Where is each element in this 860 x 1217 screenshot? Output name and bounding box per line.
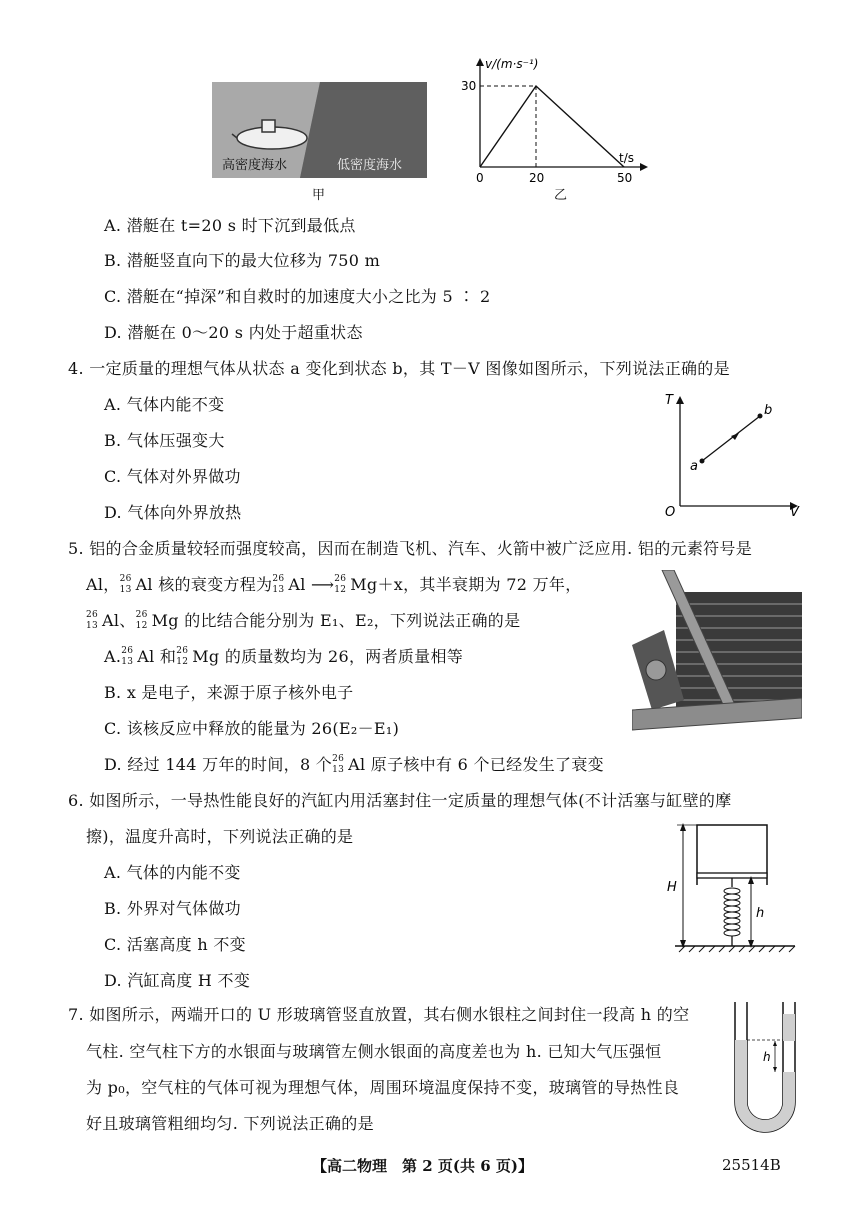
q5-line-3 (86, 611, 520, 631)
q7-line-3: 为 p₀，空气柱的气体可视为理想气体，周围环境温度保持不变，玻璃管的导热性良 (86, 1078, 680, 1097)
h-label: h (756, 906, 765, 921)
al-isotope-4 (121, 647, 137, 667)
cylinder-figure (665, 815, 800, 955)
H-label: H (667, 880, 677, 895)
q7-line-1: 7. 如图所示，两端开口的 U 形玻璃管竖直放置，其右侧水银柱之间封住一段高 h 的空 (68, 1005, 690, 1024)
mg-z: 12 (334, 585, 347, 595)
x-axis-arrow (640, 163, 648, 171)
x-tick-50: 50 (617, 171, 633, 185)
al-mass: 26 (332, 754, 345, 764)
option-text: Al 原子核中有 6 个已经发生了衰变 (348, 755, 604, 774)
q5-decay-arrow: Al ⟶ (288, 575, 335, 594)
spring (724, 888, 740, 936)
q6-line-2: 擦)，温度升高时，下列说法正确的是 (86, 827, 354, 846)
q6-option-d: D. 汽缸高度 H 不变 (104, 971, 251, 990)
option-text: Al 和 (137, 647, 177, 666)
mg-isotope-2 (136, 611, 152, 631)
vt-graph (455, 50, 655, 200)
h-arrow-bottom (748, 940, 754, 948)
al-mass: 26 (119, 574, 132, 584)
mg-z: 12 (176, 657, 189, 667)
point-b (758, 414, 763, 419)
q5-option-b: B. x 是电子，来源于原子核外电子 (104, 683, 354, 702)
origin-label: 0 (476, 171, 484, 185)
aluminum-profile-photo (632, 570, 802, 735)
point-b-label: b (764, 403, 773, 418)
al-z: 13 (119, 585, 132, 595)
q6-line-1: 6. 如图所示，一导热性能良好的汽缸内用活塞封住一定质量的理想气体(不计活塞与缸壁的摩 (68, 791, 732, 810)
mg-mass: 26 (176, 646, 189, 656)
low-density-label: 低密度海水 (337, 158, 403, 173)
figure-jia (212, 82, 427, 178)
q3-option-c: C. 潜艇在“掉深”和自救时的加速度大小之比为 5 ∶ 2 (104, 287, 491, 306)
ground-hatch (679, 946, 795, 952)
q5-line-2 (86, 575, 582, 595)
al-z: 13 (121, 657, 134, 667)
al-mass: 26 (121, 646, 134, 656)
tv-graph (655, 390, 805, 520)
h-arrow-down (773, 1067, 777, 1072)
q5-option-d (104, 755, 604, 775)
q5-option-a (104, 647, 463, 667)
point-a (700, 459, 705, 464)
exam-code: 25514B (722, 1156, 781, 1174)
h-arrow-up (773, 1041, 777, 1046)
high-density-label: 高密度海水 (222, 158, 288, 173)
q4-option-c: C. 气体对外界做功 (104, 467, 241, 486)
mg-z: 12 (135, 621, 148, 631)
y-axis-label: v/(m·s⁻¹) (485, 57, 539, 71)
page-footer: 【高二物理 第 2 页(共 6 页)】 (312, 1157, 533, 1175)
q7-line-4: 好且玻璃管粗细均匀. 下列说法正确的是 (86, 1114, 374, 1133)
mg-isotope-3 (176, 647, 192, 667)
al-mass: 26 (86, 610, 99, 620)
q7-line-2: 气柱. 空气柱下方的水银面与玻璃管左侧水银面的高度差也为 h. 已知大气压强恒 (86, 1042, 662, 1061)
u-tube-figure (725, 1000, 805, 1150)
q5-decay-intro: Al 核的衰变方程为 (135, 575, 273, 594)
t-axis-arrow (676, 396, 684, 404)
x-tick-20: 20 (529, 171, 545, 185)
point-a-label: a (690, 459, 698, 474)
q6-option-a: A. 气体的内能不变 (104, 863, 241, 882)
mg-isotope-1 (334, 575, 350, 595)
q4-option-b: B. 气体压强变大 (104, 431, 225, 450)
q3-option-d: D. 潜艇在 0～20 s 内处于超重状态 (104, 323, 363, 342)
q6-option-b: B. 外界对气体做功 (104, 899, 241, 918)
al-isotope-1 (120, 575, 136, 595)
q6-option-c: C. 活塞高度 h 不变 (104, 935, 246, 954)
al-isotope-3 (86, 611, 102, 631)
al-mass: 26 (272, 574, 285, 584)
H-arrow-top (680, 823, 686, 831)
q4-stem: 4. 一定质量的理想气体从状态 a 变化到状态 b，其 T－V 图像如图所示，下列说法正确的是 (68, 359, 730, 378)
mercury-upper (783, 1014, 795, 1041)
option-text: D. 经过 144 万年的时间，8 个 (104, 755, 333, 774)
mg-mass: 26 (334, 574, 347, 584)
al-isotope-2 (272, 575, 288, 595)
t-axis-label: T (665, 393, 673, 408)
al-isotope-5 (332, 755, 348, 775)
v-axis-label: V (790, 505, 799, 520)
h-label: h (763, 1050, 771, 1064)
figure-yi-caption: 乙 (554, 188, 568, 203)
y-axis-arrow (476, 58, 484, 66)
q5-al-sep: Al、 (102, 611, 136, 630)
H-arrow-bottom (680, 940, 686, 948)
q5-half-life: Mg＋x，其半衰期为 72 万年， (350, 575, 582, 594)
piston (697, 873, 767, 878)
q3-option-a: A. 潜艇在 t=20 s 时下沉到最低点 (104, 216, 356, 235)
q5-option-c: C. 该核反应中释放的能量为 26(E₂－E₁) (104, 719, 400, 738)
mg-mass: 26 (135, 610, 148, 620)
q5-line-1: 5. 铝的合金质量较轻而强度较高，因而在制造飞机、汽车、火箭中被广泛应用. 铝的元素符号是 (68, 539, 753, 558)
al-z: 13 (86, 621, 99, 631)
velocity-line (480, 86, 624, 167)
q5-al-symbol: Al， (86, 575, 120, 594)
figure-jia-caption: 甲 (312, 188, 326, 203)
process-arrow (731, 433, 739, 440)
al-z: 13 (332, 765, 345, 775)
al-z: 13 (272, 585, 285, 595)
option-text: Mg 的质量数均为 26，两者质量相等 (192, 647, 464, 666)
process-line (702, 416, 760, 461)
q3-option-b: B. 潜艇竖直向下的最大位移为 750 m (104, 251, 381, 270)
q4-option-a: A. 气体内能不变 (104, 395, 225, 414)
q5-binding-energy: Mg 的比结合能分别为 E₁、E₂，下列说法正确的是 (151, 611, 521, 630)
q4-option-d: D. 气体向外界放热 (104, 503, 242, 522)
y-tick-30: 30 (461, 79, 477, 93)
origin-o-label: O (665, 505, 676, 520)
option-letter: A. (104, 647, 122, 666)
x-axis-label: t/s (619, 151, 634, 165)
